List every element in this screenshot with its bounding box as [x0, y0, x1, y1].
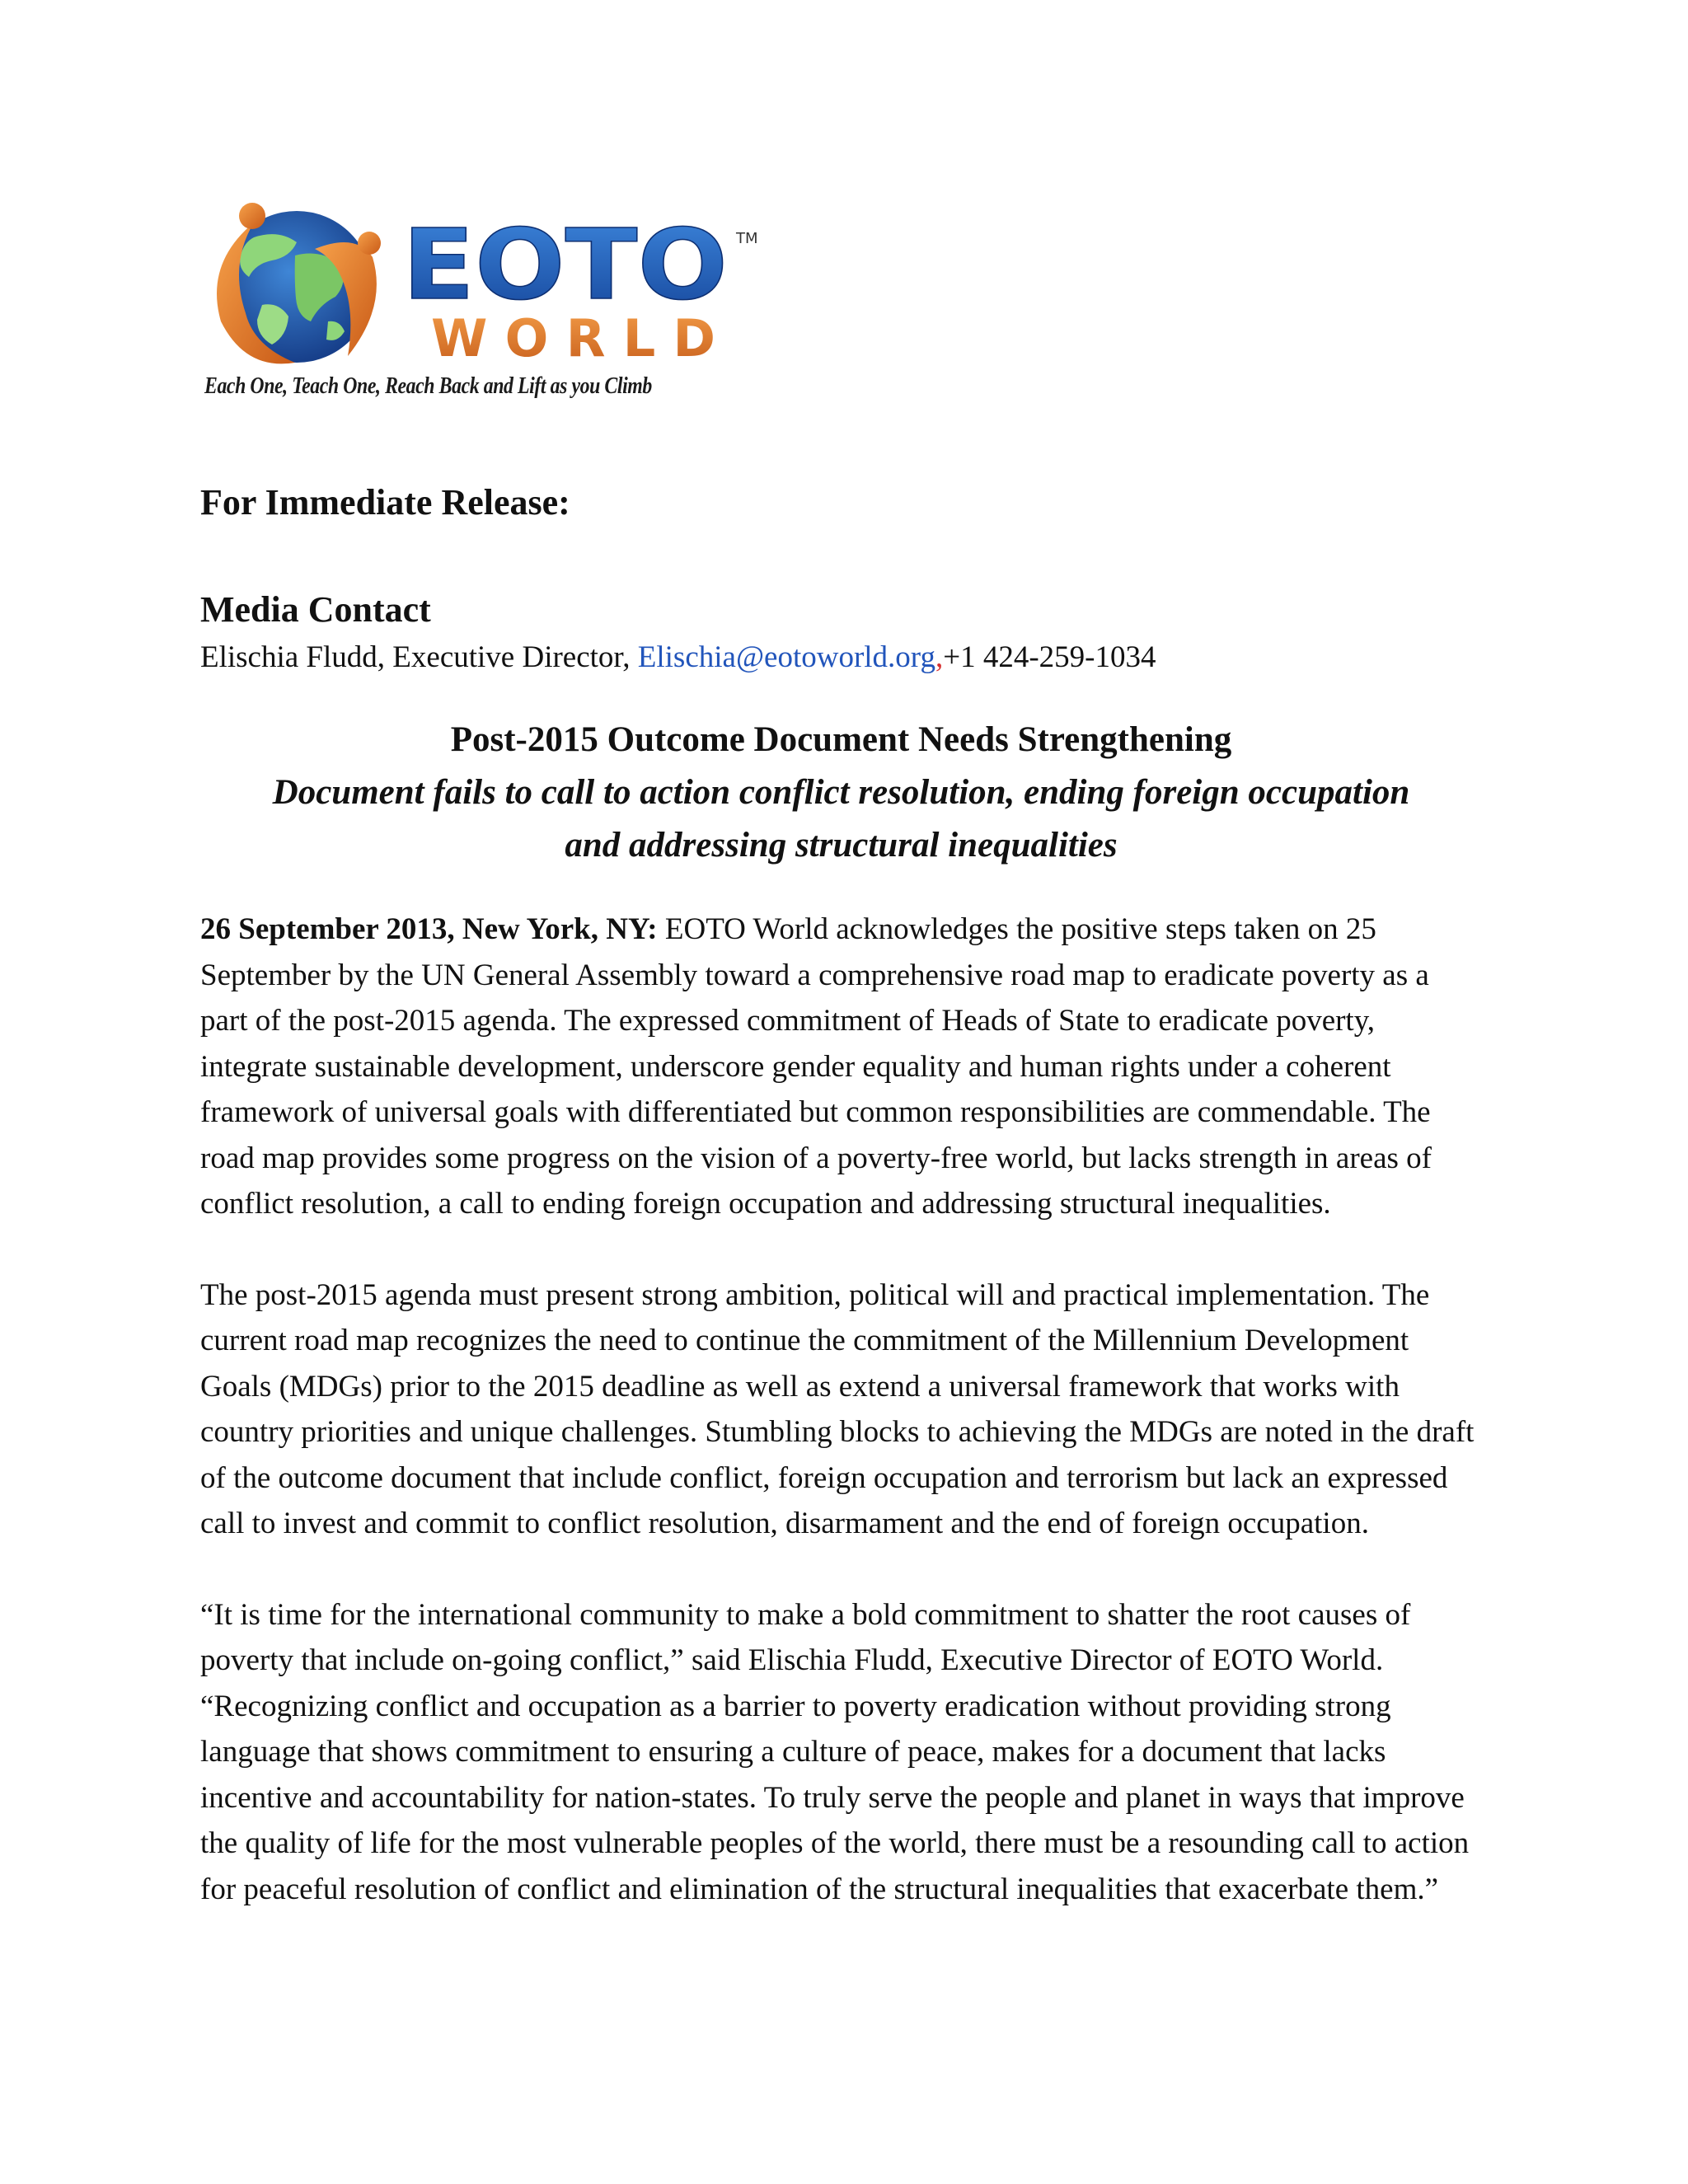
dateline: 26 September 2013, New York, NY: — [200, 912, 658, 946]
paragraph-2-line: current road map recognizes the need to continue the commitment of the Millennium Development — [200, 1324, 1409, 1357]
paragraph-1-line: integrate sustainable development, underscore gender equality and human rights under a coherent — [200, 1049, 1391, 1084]
paragraph-1-line: part of the post-2015 agenda. The expressed commitment of Heads of State to eradicate poverty, — [200, 1004, 1376, 1038]
contact-name: Elischia Fludd, Executive Director, — [200, 640, 638, 674]
logo-tagline: Each One, Teach One, Reach Back and Lift as you Climb — [204, 373, 652, 399]
paragraph-2 — [200, 1272, 1585, 1547]
paragraph-2-line: call to invest and commit to conflict resolution, disarmament and the end of foreign occupation. — [200, 1507, 1369, 1540]
media-contact-heading: Media Contact — [200, 589, 431, 630]
paragraph-2-line: of the outcome document that include conflict, foreign occupation and terrorism but lack an expressed — [200, 1460, 1448, 1495]
paragraph-2-line: The post-2015 agenda must present strong ambition, political will and practical implementation. The — [200, 1277, 1430, 1312]
paragraph-2-line: Goals (MDGs) prior to the 2015 deadline as well as extend a universal framework that works with — [200, 1369, 1400, 1404]
paragraph-3-line: language that shows commitment to ensuring a culture of peace, makes for a document that lacks — [200, 1735, 1386, 1769]
contact-line — [200, 635, 1585, 681]
paragraph-1-line: road map provides some progress on the vision of a poverty-free world, but lacks strength in areas of — [200, 1141, 1432, 1175]
headline-block — [200, 714, 1482, 872]
paragraph-1-line — [200, 907, 1585, 953]
paragraph-3-line: poverty that include on-going conflict,” said Elischia Fludd, Executive Director of EOTO World. — [200, 1643, 1384, 1677]
paragraph-1-line: conflict resolution, a call to ending foreign occupation and addressing structural inequalities. — [200, 1187, 1331, 1221]
headline-subtitle-line-2: and addressing structural inequalities — [565, 826, 1118, 865]
headline-subtitle-line-1: Document fails to call to action conflict resolution, ending foreign occupation — [272, 773, 1410, 812]
paragraph-3-line: the quality of life for the most vulnerable peoples of the world, there must be a resounding call to action — [200, 1826, 1470, 1860]
paragraph-1-line: September by the UN General Assembly toward a comprehensive road map to eradicate poverty as a — [200, 958, 1429, 992]
headline-title: Post-2015 Outcome Document Needs Strengthening — [450, 720, 1232, 759]
paragraph-1 — [200, 907, 1585, 1227]
paragraph-1-text: EOTO World acknowledges the positive steps taken on 25 — [657, 912, 1376, 946]
paragraph-2-line: country priorities and unique challenges. Stumbling blocks to achieving the MDGs are noted in the draft — [200, 1415, 1475, 1449]
release-label: For Immediate Release: — [200, 482, 570, 523]
paragraph-3-quote — [200, 1592, 1585, 1913]
press-release-content — [200, 478, 1585, 1912]
globe-logo-icon — [196, 198, 773, 375]
contact-email-link[interactable]: Elischia@eotoworld.org — [637, 640, 935, 674]
trademark-text: TM — [736, 230, 758, 247]
paragraph-3-line: incentive and accountability for nation-states. To truly serve the people and planet in ways that improve — [200, 1780, 1465, 1815]
paragraph-1-line: framework of universal goals with differentiated but common responsibilities are commendable. The — [200, 1095, 1431, 1129]
contact-separator: , — [935, 640, 944, 674]
paragraph-3-line: “It is time for the international community to make a bold commitment to shatter the root causes of — [200, 1597, 1411, 1632]
paragraph-3-line: “Recognizing conflict and occupation as a barrier to poverty eradication without providing strong — [200, 1689, 1391, 1723]
eoto-world-logo — [196, 198, 773, 420]
brand-top-text: EOTO — [402, 208, 728, 321]
paragraph-3-line: for peaceful resolution of conflict and elimination of the structural inequalities that exacerbate them.” — [200, 1872, 1439, 1906]
brand-bottom-text: WORLD — [431, 308, 715, 368]
contact-phone: +1 424-259-1034 — [943, 640, 1156, 674]
